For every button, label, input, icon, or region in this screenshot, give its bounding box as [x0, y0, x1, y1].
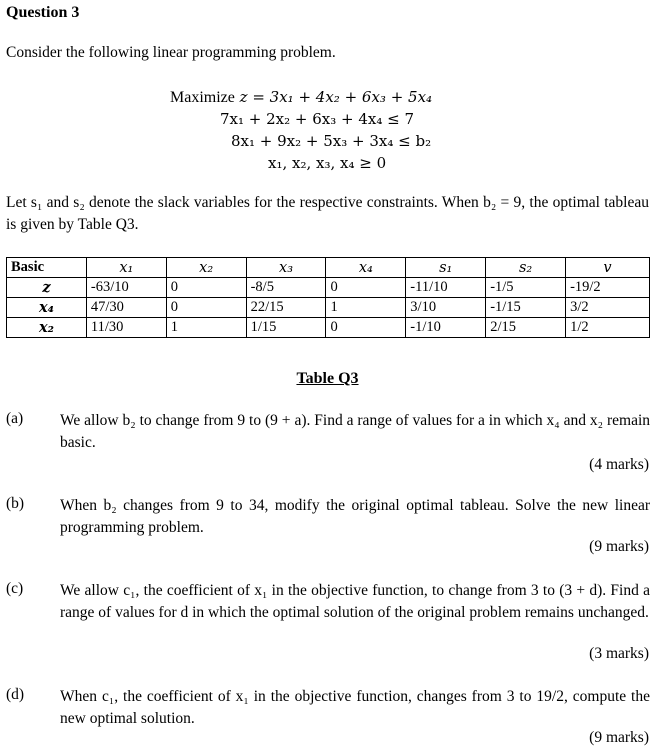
- table-row: [7, 318, 650, 338]
- part-c-text: We allow c₁, the coefficient of x₁ in the objective function, to change from 3 to (3 + d). Find a range of values for d in which the optimal solution of the original problem remains unchanged.: [60, 582, 650, 621]
- slack-description: Let s₁ and s₂ denote the slack variables for the respective constraints. When b₂ = 9, the optimal tableau is given by Table Q3.: [6, 194, 649, 233]
- table-cell: x₂: [7, 318, 87, 338]
- table-cell: 2/15: [486, 318, 566, 338]
- table-cell: 11/30: [86, 318, 166, 338]
- table-cell: -63/10: [86, 278, 166, 298]
- table-cell: -1/10: [406, 318, 486, 338]
- part-a-label: (a): [6, 410, 24, 427]
- col-header: Basic: [7, 258, 87, 278]
- col-header: x₂: [166, 258, 246, 278]
- nonnegativity-constraint: x₁, x₂, x₃, x₄ ≥ 0: [268, 154, 387, 172]
- table-cell: -11/10: [406, 278, 486, 298]
- table-header-row: [7, 258, 650, 278]
- col-header: x₄: [326, 258, 406, 278]
- col-header: x₃: [246, 258, 326, 278]
- table-cell: 0: [166, 298, 246, 318]
- part-d-marks: (9 marks): [589, 729, 649, 746]
- table-cell: 22/15: [246, 298, 326, 318]
- table-cell: 1: [166, 318, 246, 338]
- table-row: [7, 278, 650, 298]
- col-header: x₁: [86, 258, 166, 278]
- part-b-text: When b₂ changes from 9 to 34, modify the original optimal tableau. Solve the new linear programming problem.: [60, 497, 650, 536]
- table-cell: 47/30: [86, 298, 166, 318]
- objective-label: Maximize: [170, 89, 235, 106]
- tableau-q3: [6, 257, 650, 338]
- part-d-label: (d): [6, 686, 25, 703]
- part-b-label: (b): [6, 495, 25, 512]
- objective-line: [170, 88, 432, 107]
- part-d-text: When c₁, the coefficient of x₁ in the objective function, changes from 3 to 19/2, compute the new optimal solution.: [60, 688, 650, 727]
- col-header: s₁: [406, 258, 486, 278]
- constraint-1: 7x₁ + 2x₂ + 6x₃ + 4x₄ ≤ 7: [220, 110, 415, 128]
- col-header: s₂: [486, 258, 566, 278]
- table-cell: -1/15: [486, 298, 566, 318]
- table-cell: -1/5: [486, 278, 566, 298]
- table-cell: -8/5: [246, 278, 326, 298]
- table-cell: x₄: [7, 298, 87, 318]
- table-cell: 1/2: [566, 318, 650, 338]
- table-cell: 0: [166, 278, 246, 298]
- table-cell: 1/15: [246, 318, 326, 338]
- part-a-text: We allow b₂ to change from 9 to (9 + a). Find a range of values for a in which x₄ and x₂ remain basic.: [60, 412, 650, 451]
- table-cell: 3/2: [566, 298, 650, 318]
- part-c-label: (c): [6, 580, 24, 597]
- table-row: [7, 298, 650, 318]
- table-cell: 0: [326, 278, 406, 298]
- question-title: Question 3: [6, 4, 80, 21]
- table-cell: 0: [326, 318, 406, 338]
- part-b-marks: (9 marks): [589, 538, 649, 555]
- table-cell: 3/10: [406, 298, 486, 318]
- table-caption: Table Q3: [296, 370, 359, 387]
- part-a-marks: (4 marks): [589, 456, 649, 473]
- constraint-2: 8x₁ + 9x₂ + 5x₃ + 3x₄ ≤ b₂: [231, 132, 432, 150]
- part-c-marks: (3 marks): [589, 645, 649, 662]
- col-header: v: [566, 258, 650, 278]
- intro-text: Consider the following linear programming problem.: [6, 44, 336, 61]
- table-cell: z: [7, 278, 87, 298]
- table-cell: 1: [326, 298, 406, 318]
- objective-function: z = 3x₁ + 4x₂ + 6x₃ + 5x₄: [239, 88, 433, 106]
- table-cell: -19/2: [566, 278, 650, 298]
